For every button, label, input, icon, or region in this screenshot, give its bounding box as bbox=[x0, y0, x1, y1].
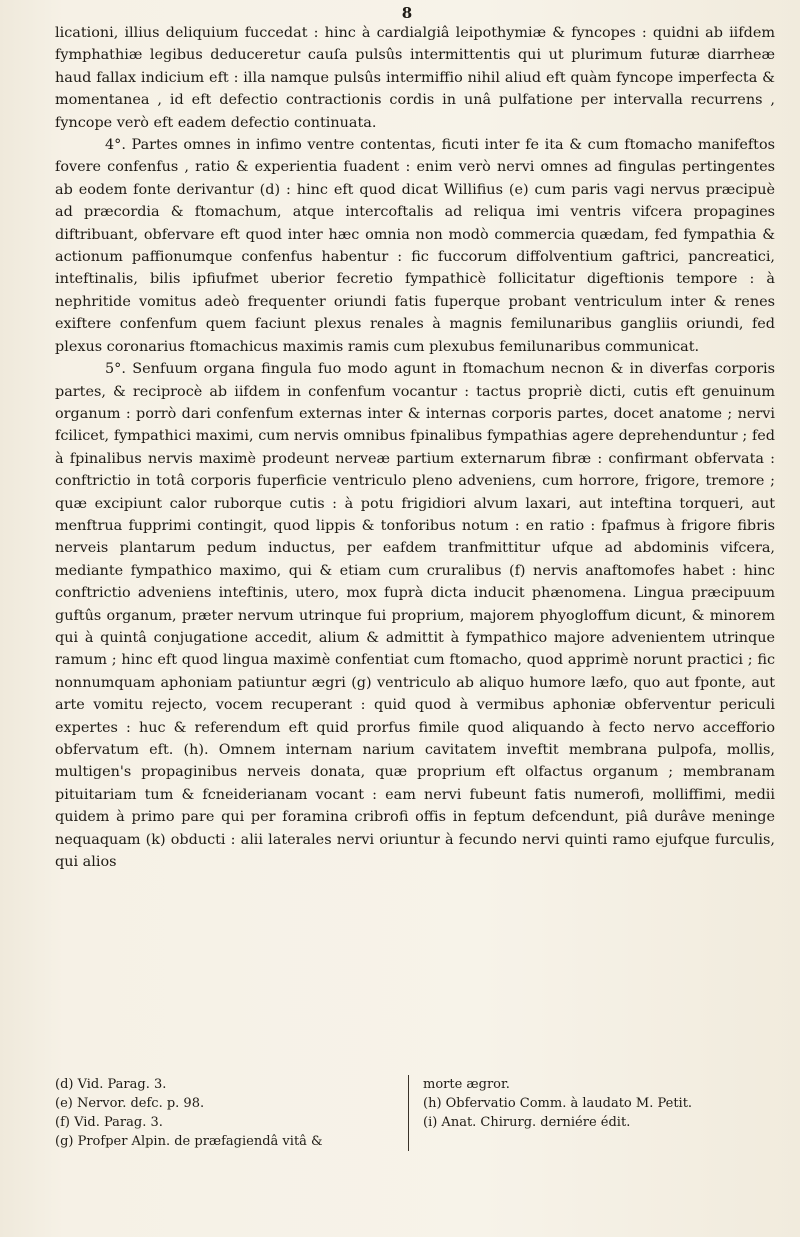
footnote-h: (h) Obfervatio Comm. à laudato M. Petit. bbox=[423, 1096, 693, 1111]
footnote-e: (e) Nervor. defc. p. 98. bbox=[55, 1096, 205, 1111]
footnote-i: (i) Anat. Chirurg. derniére édit. bbox=[423, 1115, 631, 1130]
paragraph-4: 4°. Partes omnes in infimo ventre contentas, ficuti inter fe ita & cum ftomacho manifeftos fovere confenfus , ratio & experientia fuadent : enim verò nervi omnes ad fingulas pertingentes ab eodem fonte derivantur (d) : hinc eft quod dicat Willifius (e) cum paris vagi nervus præcipuè ad præcordia & ftomachum, atque intercoftalis ad reliqua imi ventris vifcera propagines diftribuant, obfervare eft quod inter hæc omnia non modò commercia quædam, fed fympathia & actionum paffionumque confenfus habentur : fic fuccorum diffolventium gaftrici, pancreatici, inteftinalis, bilis ipfiufmet uberior fecretio fympathicè follicitatur digeftionis tempore : à nephritide vomitus adeò frequenter oriundi fatis fuperque probant ventriculum inter & renes exiftere confenfum quem faciunt plexus renales à magnis femilunaribus gangliis oriundi, fed plexus coronarius ftomachicus maximis ramis cum plexubus femilunaribus communicat. bbox=[55, 137, 775, 355]
footnotes bbox=[55, 1075, 775, 1151]
page-number: 8 bbox=[401, 4, 413, 22]
paragraph-continuation: licationi, illius deliquium fuccedat : hinc à cardialgiâ leipothymiæ & fyncopes : quidni ab iifdem fymphathiæ legibus deduceretur cauſa pulsûs intermittentis qui ut plurimum futuræ diarrheæ haud fallax indicium eft : illa namque pulsûs intermiffio nihil aliud eft quàm fyncope imperfecta & momentanea , id eft defectio contractionis cordis in unâ pulfatione per intervalla recurrens , fyncope verò eft eadem defectio continuata. bbox=[55, 25, 775, 131]
footnote-f: (f) Vid. Parag. 3. bbox=[55, 1115, 163, 1130]
footnotes-left-column bbox=[55, 1075, 409, 1151]
footnotes-right-column bbox=[419, 1075, 775, 1151]
footnote-g: (g) Profper Alpin. de præfagiendâ vitâ & bbox=[55, 1134, 323, 1149]
main-text bbox=[55, 22, 775, 873]
paragraph-5: 5°. Senfuum organa fingula fuo modo agunt in ftomachum necnon & in diverfas corporis partes, & reciprocè ab iifdem in confenfum vocantur : tactus propriè dicti, cutis eft genuinum organum : porrò dari confenfum externas inter & internas corporis partes, docet anatome ; nervi fcilicet, fympathici maximi, cum nervis omnibus fpinalibus fympathias agere deprehenduntur ; fed à fpinalibus nervis maximè prodeunt nerveæ partium externarum fibræ : confirmant obfervata : conftrictio in totâ corporis fuperficie ventriculo pleno adveniens, cum horrore, frigore, tremore ; quæ excipiunt calor ruborque cutis : à potu frigidiori alvum laxari, aut inteftina torqueri, aut menftrua fupprimi contingit, quod lippis & tonforibus notum : en ratio : fpafmus à frigore fibris nerveis plantarum pedum inductus, per eafdem tranfmittitur ufque ad abdominis vifcera, mediante fympathico maximo, qui & etiam cum cruralibus (f) nervis anaftomofes habet : hinc conftrictio adveniens inteftinis, utero, mox fuprà dicta inducit phænomena. Lingua præcipuum guftûs organum, præter nervum utrinque fui proprium, majorem phyogloffum dicunt, & minorem qui à quintâ conjugatione accedit, alium & admittit à fympathico majore advenientem utrinque ramum ; hinc eft quod lingua maximè confentiat cum ftomacho, quod apprimè norunt practici ; fic nonnumquam aphoniam patiuntur ægri (g) ventriculo ab aliquo humore læfo, quo aut fponte, aut arte vomitu rejecto, vocem recuperant : quid quod à vermibus aphoniæ obferventur periculi expertes : huc & referendum eft quid prorfus fimile quod aliquando à fecto nervo accefforio obfervatum eft. (h). Omnem internam narium cavitatem inveftit membrana pulpofa, mollis, multigen's propaginibus nerveis donata, quæ proprium eft olfactus organum ; membranam pituitariam tum & fcneiderianam vocant : eam nervi fubeunt fatis numerofi, molliffimi, medii quidem à primo pare qui per foramina cribrofi offis in feptum defcendunt, piâ durâve meninge nequaquam (k) obducti : alii laterales nervi oriuntur à fecundo nervi quinti ramo ejufque furculis, qui alios bbox=[55, 361, 775, 871]
footnote-g-continued: morte ægror. bbox=[423, 1077, 510, 1092]
footnote-d: (d) Vid. Parag. 3. bbox=[55, 1077, 167, 1092]
